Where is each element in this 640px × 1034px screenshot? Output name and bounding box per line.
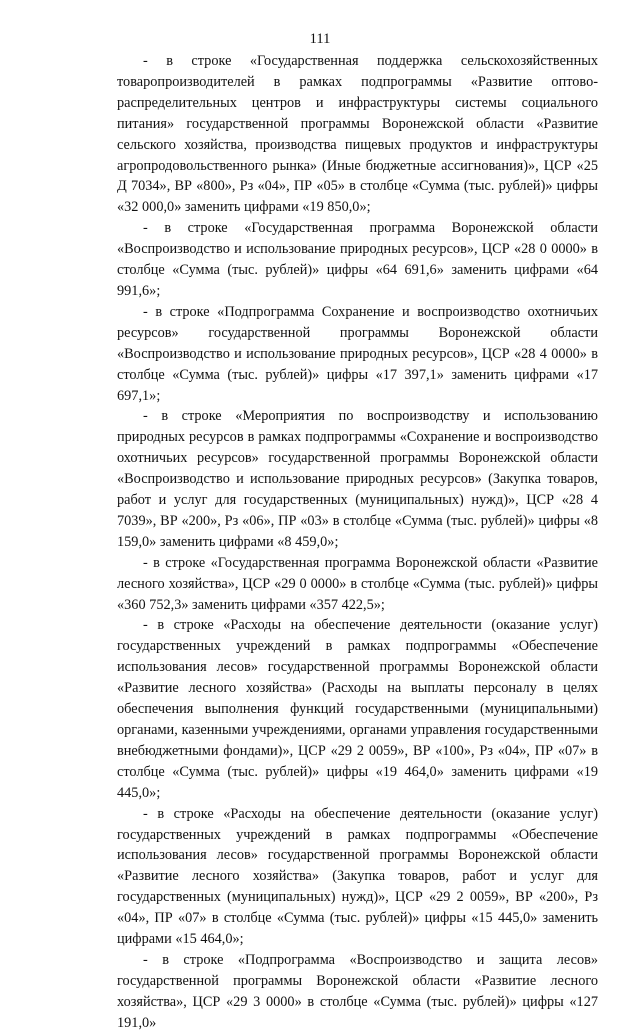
paragraph-5: - в строке «Государственная программа Воронежской области «Развитие лесного хозяйства», ЦСР «29 0 0000» в столбце «Сумма (тыс. рублей)» цифры «360 752,3» заменить цифрами «357 422,5»; bbox=[117, 554, 598, 613]
paragraph-2: - в строке «Государственная программа Воронежской области «Воспроизводство и использование природных ресурсов», ЦСР «28 0 0000» в столбце «Сумма (тыс. рублей)» цифры «64 691,6» заменить цифрами «64 991,6»; bbox=[117, 220, 598, 299]
paragraph-4: - в строке «Мероприятия по воспроизводству и использованию природных ресурсов в рамках подпрограммы «Сохранение и воспроизводство охотничьих ресурсов» государственной программы Воронежской области «Воспроизводство и использование природных ресурсов» (Закупка товаров, работ и услуг для государственных (муниципальных) нужд)», ЦСР «28 4 7039», ВР «200», Рз «06», ПР «03» в столбце «Сумма (тыс. рублей)» цифры «8 159,0» заменить цифрами «8 459,0»; bbox=[117, 408, 598, 550]
document-body bbox=[117, 51, 598, 1034]
page-number: 111 bbox=[309, 31, 331, 47]
paragraph-3: - в строке «Подпрограмма Сохранение и воспроизводство охотничьих ресурсов» государственной программы Воронежской области «Воспроизводство и использование природных ресурсов», ЦСР «28 4 0000» в столбце «Сумма (тыс. рублей)» цифры «17 397,1» заменить цифрами «17 697,1»; bbox=[117, 303, 598, 404]
paragraph-7: - в строке «Расходы на обеспечение деятельности (оказание услуг) государственных учреждений в рамках подпрограммы «Обеспечение использования лесов» государственной программы Воронежской области «Развитие лесного хозяйства» (Закупка товаров, работ и услуг для государственных (муниципальных) нужд)», ЦСР «29 2 0059», ВР «200», Рз «04», ПР «07» в столбце «Сумма (тыс. рублей)» цифры «15 445,0» заменить цифрами «15 464,0»; bbox=[117, 805, 598, 948]
paragraph-8: - в строке «Подпрограмма «Воспроизводство и защита лесов» государственной программы Воронежской области «Развитие лесного хозяйства», ЦСР «29 3 0000» в столбце «Сумма (тыс. рублей)» цифры «127 191,0» bbox=[117, 951, 598, 1031]
paragraph-1: - в строке «Государственная поддержка сельскохозяйственных товаропроизводителей в рамках подпрограммы «Развитие оптово-распределительных центров и инфраструктуры системы социального питания» государственной программы Воронежской области «Развитие сельского хозяйства, производства пищевых продуктов и инфраструктуры агропродовольственного рынка» (Иные бюджетные ассигнования)», ЦСР «25 Д 7034», ВР «800», Рз «04», ПР «05» в столбце «Сумма (тыс. рублей)» цифры «32 000,0» заменить цифрами «19 850,0»; bbox=[117, 53, 598, 216]
paragraph-6: - в строке «Расходы на обеспечение деятельности (оказание услуг) государственных учреждений в рамках подпрограммы «Обеспечение использования лесов» государственной программы Воронежской области «Развитие лесного хозяйства» (Расходы на выплаты персоналу в целях обеспечения выполнения функций государственными (муниципальными) органами, казенными учреждениями, органами управления государственными внебюджетными фондами)», ЦСР «29 2 0059», ВР «100», Рз «04», ПР «07» в столбце «Сумма (тыс. рублей)» цифры «19 464,0» заменить цифрами «19 445,0»; bbox=[117, 617, 598, 801]
